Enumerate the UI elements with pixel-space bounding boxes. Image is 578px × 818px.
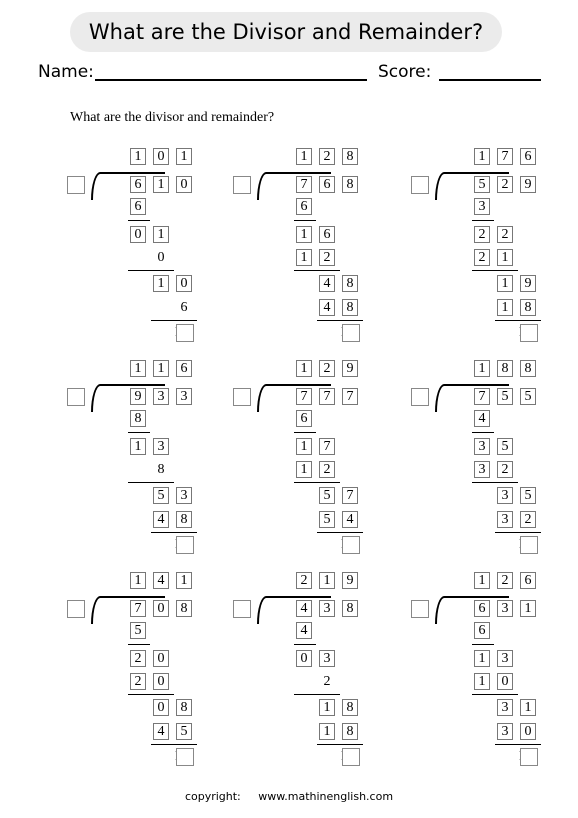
division-problem xyxy=(65,572,225,767)
step3-top-digit: 5 xyxy=(520,487,536,504)
step1-digit: 6 xyxy=(296,198,312,215)
quotient-digit: 1 xyxy=(130,572,146,589)
step2-bottom-digit: 2 xyxy=(323,673,331,689)
subtraction-line xyxy=(294,694,340,695)
quotient-digit: 1 xyxy=(176,148,192,165)
step3-bottom-digit: 0 xyxy=(520,723,536,740)
quotient-digit: 2 xyxy=(497,572,513,589)
step2-top-digit: 3 xyxy=(319,650,335,667)
quotient-digit: 2 xyxy=(319,148,335,165)
step3-top-digit: 8 xyxy=(342,275,358,292)
remainder-answer-box[interactable] xyxy=(342,536,360,554)
divisor-answer-box[interactable] xyxy=(411,388,429,406)
subtraction-line xyxy=(317,532,363,533)
step2-bottom-digit: 0 xyxy=(497,673,513,690)
subtraction-line xyxy=(128,482,174,483)
step2-top-digit: 0 xyxy=(130,226,146,243)
division-problem xyxy=(409,572,569,767)
subtraction-line xyxy=(128,432,150,433)
step2-top-digit: 2 xyxy=(474,226,490,243)
quotient-digit: 1 xyxy=(319,572,335,589)
step3-bottom-digit: 1 xyxy=(319,723,335,740)
dividend-digit: 5 xyxy=(520,388,536,405)
subtraction-line xyxy=(128,644,150,645)
step2-bottom-digit: 2 xyxy=(319,249,335,266)
dividend-digit: 6 xyxy=(319,176,335,193)
subtraction-line xyxy=(472,220,494,221)
step3-top-digit: 3 xyxy=(497,487,513,504)
quotient-digit: 7 xyxy=(497,148,513,165)
name-label: Name: xyxy=(38,62,94,82)
step2-bottom-digit: 0 xyxy=(153,673,169,690)
remainder-answer-box[interactable] xyxy=(342,748,360,766)
subtraction-line xyxy=(317,320,363,321)
step2-top-digit: 1 xyxy=(474,650,490,667)
divisor-answer-box[interactable] xyxy=(233,388,251,406)
subtraction-line xyxy=(128,694,174,695)
step1-digit: 6 xyxy=(130,198,146,215)
subtraction-line xyxy=(151,744,197,745)
step3-bottom-digit: 8 xyxy=(342,299,358,316)
step3-top-digit: 1 xyxy=(520,699,536,716)
dividend-digit: 5 xyxy=(474,176,490,193)
quotient-digit: 6 xyxy=(520,148,536,165)
divisor-answer-box[interactable] xyxy=(233,600,251,618)
step2-top-digit: 1 xyxy=(296,226,312,243)
subtraction-line xyxy=(317,744,363,745)
step2-bottom-digit: 1 xyxy=(296,249,312,266)
quotient-digit: 1 xyxy=(153,360,169,377)
step3-bottom-digit: 8 xyxy=(520,299,536,316)
dividend-digit: 3 xyxy=(153,388,169,405)
step2-top-digit: 0 xyxy=(153,650,169,667)
step3-top-digit: 4 xyxy=(319,275,335,292)
divisor-answer-box[interactable] xyxy=(411,600,429,618)
step2-bottom-digit: 2 xyxy=(497,461,513,478)
step3-top-digit: 5 xyxy=(153,487,169,504)
quotient-digit: 1 xyxy=(296,360,312,377)
step3-bottom-digit: 1 xyxy=(497,299,513,316)
dividend-digit: 9 xyxy=(520,176,536,193)
step3-top-digit: 1 xyxy=(153,275,169,292)
step3-bottom-digit: 3 xyxy=(497,723,513,740)
name-field[interactable] xyxy=(95,79,367,81)
dividend-digit: 7 xyxy=(130,600,146,617)
division-problem xyxy=(65,360,225,555)
step3-bottom-digit: 8 xyxy=(176,511,192,528)
quotient-digit: 1 xyxy=(296,148,312,165)
step1-digit: 5 xyxy=(130,622,146,639)
worksheet-title: What are the Divisor and Remainder? xyxy=(70,12,502,52)
dividend-digit: 6 xyxy=(474,600,490,617)
site-url: www.mathinenglish.com xyxy=(258,790,394,803)
step2-bottom-digit: 1 xyxy=(296,461,312,478)
score-field[interactable] xyxy=(439,79,541,81)
step2-top-digit: 1 xyxy=(130,438,146,455)
subtraction-line xyxy=(151,320,197,321)
step3-top-digit: 0 xyxy=(153,699,169,716)
quotient-digit: 9 xyxy=(342,360,358,377)
step2-top-digit: 3 xyxy=(474,438,490,455)
instruction-text: What are the divisor and remainder? xyxy=(70,110,275,125)
step3-bottom-digit: 5 xyxy=(319,511,335,528)
quotient-digit: 4 xyxy=(153,572,169,589)
subtraction-line xyxy=(495,320,541,321)
quotient-digit: 6 xyxy=(520,572,536,589)
step1-digit: 4 xyxy=(296,622,312,639)
subtraction-line xyxy=(495,744,541,745)
name-score-row xyxy=(38,62,548,86)
quotient-digit: 8 xyxy=(520,360,536,377)
step3-bottom-digit: 4 xyxy=(319,299,335,316)
step2-bottom-digit: 2 xyxy=(130,673,146,690)
division-problem xyxy=(65,148,225,343)
dividend-digit: 7 xyxy=(319,388,335,405)
subtraction-line xyxy=(294,270,340,271)
step3-top-digit: 8 xyxy=(342,699,358,716)
division-problem xyxy=(231,572,391,767)
step1-digit: 3 xyxy=(474,198,490,215)
dividend-digit: 3 xyxy=(319,600,335,617)
dividend-digit: 3 xyxy=(176,388,192,405)
step2-bottom-digit: 0 xyxy=(157,249,165,265)
division-problem xyxy=(231,360,391,555)
dividend-digit: 7 xyxy=(474,388,490,405)
divisor-answer-box[interactable] xyxy=(67,600,85,618)
subtraction-line xyxy=(294,482,340,483)
step1-digit: 6 xyxy=(474,622,490,639)
step2-top-digit: 7 xyxy=(319,438,335,455)
step2-top-digit: 0 xyxy=(296,650,312,667)
divisor-answer-box[interactable] xyxy=(411,176,429,194)
dividend-digit: 0 xyxy=(176,176,192,193)
step2-bottom-digit: 3 xyxy=(474,461,490,478)
step2-bottom-digit: 2 xyxy=(474,249,490,266)
step3-bottom-digit: 3 xyxy=(497,511,513,528)
dividend-digit: 8 xyxy=(342,176,358,193)
step2-top-digit: 1 xyxy=(153,226,169,243)
step3-bottom-digit: 4 xyxy=(153,723,169,740)
step2-bottom-digit: 1 xyxy=(497,249,513,266)
step3-bottom-digit: 4 xyxy=(153,511,169,528)
dividend-digit: 1 xyxy=(153,176,169,193)
dividend-digit: 6 xyxy=(130,176,146,193)
quotient-digit: 1 xyxy=(130,148,146,165)
subtraction-line xyxy=(472,694,518,695)
remainder-answer-box[interactable] xyxy=(176,536,194,554)
quotient-digit: 9 xyxy=(342,572,358,589)
dividend-digit: 7 xyxy=(296,176,312,193)
divisor-answer-box[interactable] xyxy=(67,388,85,406)
step2-top-digit: 2 xyxy=(130,650,146,667)
quotient-digit: 2 xyxy=(319,360,335,377)
step1-digit: 4 xyxy=(474,410,490,427)
copyright-label: copyright: xyxy=(184,790,241,803)
remainder-answer-box[interactable] xyxy=(176,748,194,766)
dividend-digit: 2 xyxy=(497,176,513,193)
score-label: Score: xyxy=(378,62,432,82)
division-problem xyxy=(409,148,569,343)
quotient-digit: 1 xyxy=(474,360,490,377)
quotient-digit: 1 xyxy=(130,360,146,377)
step3-bottom-digit: 8 xyxy=(342,723,358,740)
step1-digit: 6 xyxy=(296,410,312,427)
dividend-digit: 7 xyxy=(342,388,358,405)
subtraction-line xyxy=(294,220,316,221)
quotient-digit: 8 xyxy=(342,148,358,165)
step3-top-digit: 8 xyxy=(176,699,192,716)
subtraction-line xyxy=(294,644,316,645)
step2-top-digit: 1 xyxy=(296,438,312,455)
division-problem xyxy=(409,360,569,555)
dividend-digit: 4 xyxy=(296,600,312,617)
subtraction-line xyxy=(495,532,541,533)
dividend-digit: 7 xyxy=(296,388,312,405)
remainder-answer-box[interactable] xyxy=(520,324,538,342)
subtraction-line xyxy=(128,270,174,271)
step3-top-digit: 7 xyxy=(342,487,358,504)
step3-top-digit: 0 xyxy=(176,275,192,292)
step3-bottom-digit: 2 xyxy=(520,511,536,528)
step3-top-digit: 3 xyxy=(176,487,192,504)
step3-top-digit: 9 xyxy=(520,275,536,292)
step3-top-digit: 1 xyxy=(497,275,513,292)
subtraction-line xyxy=(128,220,150,221)
quotient-digit: 8 xyxy=(497,360,513,377)
dividend-digit: 0 xyxy=(153,600,169,617)
dividend-digit: 5 xyxy=(497,388,513,405)
step3-top-digit: 1 xyxy=(319,699,335,716)
subtraction-line xyxy=(472,644,494,645)
subtraction-line xyxy=(294,432,316,433)
subtraction-line xyxy=(472,432,494,433)
step2-bottom-digit: 1 xyxy=(474,673,490,690)
divisor-answer-box[interactable] xyxy=(67,176,85,194)
dividend-digit: 9 xyxy=(130,388,146,405)
quotient-digit: 1 xyxy=(474,148,490,165)
footer xyxy=(0,790,578,803)
quotient-digit: 0 xyxy=(153,148,169,165)
step3-bottom-digit: 6 xyxy=(180,299,188,315)
step3-bottom-digit: 5 xyxy=(176,723,192,740)
step2-top-digit: 2 xyxy=(497,226,513,243)
remainder-answer-box[interactable] xyxy=(176,324,194,342)
dividend-digit: 3 xyxy=(497,600,513,617)
step2-top-digit: 5 xyxy=(497,438,513,455)
remainder-answer-box[interactable] xyxy=(520,536,538,554)
step3-top-digit: 3 xyxy=(497,699,513,716)
division-problem xyxy=(231,148,391,343)
remainder-answer-box[interactable] xyxy=(342,324,360,342)
dividend-digit: 8 xyxy=(176,600,192,617)
dividend-digit: 1 xyxy=(520,600,536,617)
step3-bottom-digit: 4 xyxy=(342,511,358,528)
quotient-digit: 6 xyxy=(176,360,192,377)
step1-digit: 8 xyxy=(130,410,146,427)
step3-top-digit: 5 xyxy=(319,487,335,504)
step2-top-digit: 6 xyxy=(319,226,335,243)
step2-bottom-digit: 8 xyxy=(157,461,165,477)
quotient-digit: 2 xyxy=(296,572,312,589)
quotient-digit: 1 xyxy=(176,572,192,589)
subtraction-line xyxy=(151,532,197,533)
step2-top-digit: 3 xyxy=(153,438,169,455)
subtraction-line xyxy=(472,270,518,271)
quotient-digit: 1 xyxy=(474,572,490,589)
step2-bottom-digit: 2 xyxy=(319,461,335,478)
step2-top-digit: 3 xyxy=(497,650,513,667)
divisor-answer-box[interactable] xyxy=(233,176,251,194)
remainder-answer-box[interactable] xyxy=(520,748,538,766)
subtraction-line xyxy=(472,482,518,483)
dividend-digit: 8 xyxy=(342,600,358,617)
